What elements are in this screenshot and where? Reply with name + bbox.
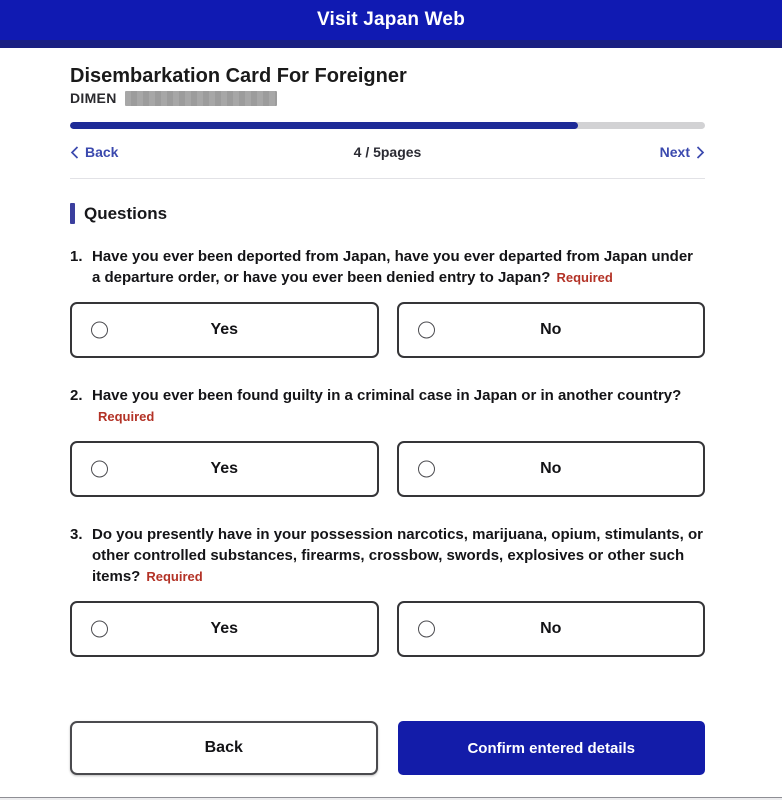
question-2-text — [70, 385, 705, 427]
yes-option-label: Yes — [210, 321, 239, 338]
question-2-no-option[interactable] — [397, 441, 706, 497]
no-option-label: No — [540, 620, 562, 637]
header-accent-strip — [0, 40, 782, 48]
radio-unselected-icon[interactable] — [91, 621, 108, 638]
chevron-left-icon — [70, 146, 79, 159]
pager-nav — [70, 142, 705, 162]
question-1-yes-option[interactable] — [70, 302, 379, 358]
question-3-number: 3. — [70, 526, 83, 543]
radio-unselected-icon[interactable] — [418, 461, 435, 478]
applicant-row — [70, 90, 705, 106]
page-title: Disembarkation Card For Foreigner — [70, 65, 407, 87]
question-3-options — [70, 601, 705, 657]
radio-unselected-icon[interactable] — [91, 322, 108, 339]
app-title: Visit Japan Web — [316, 9, 465, 30]
app-header — [0, 0, 782, 40]
footer-actions — [70, 721, 705, 775]
question-2-body: Have you ever been found guilty in a criminal case in Japan or in another country? — [92, 387, 682, 404]
questions-section — [0, 179, 782, 775]
section-title: Questions — [84, 203, 168, 223]
page-count: 4 / 5pages — [353, 144, 422, 160]
question-3-yes-option[interactable] — [70, 601, 379, 657]
back-button[interactable]: Back — [70, 721, 378, 775]
progress-bar — [70, 122, 705, 129]
radio-unselected-icon[interactable] — [418, 322, 435, 339]
no-option-label: No — [540, 321, 562, 338]
next-link-label: Next — [659, 144, 690, 160]
question-2-options — [70, 441, 705, 497]
question-3-body: Do you presently have in your possession narcotics, marijuana, opium, stimulants, or other controlled substances, firearms, crossbow, swords, explosives or other such items? — [92, 526, 703, 585]
no-option-label: No — [540, 460, 562, 477]
question-2 — [70, 385, 705, 497]
question-3 — [70, 524, 705, 657]
yes-option-label: Yes — [210, 620, 239, 637]
question-1-body: Have you ever been deported from Japan, have you ever departed from Japan under a departure order, or have you ever been denied entry to Japan? — [92, 248, 694, 286]
chevron-right-icon — [696, 146, 705, 159]
section-head — [70, 203, 705, 224]
back-link[interactable] — [70, 144, 118, 160]
question-3-required-badge: Required — [146, 569, 203, 584]
question-3-no-option[interactable] — [397, 601, 706, 657]
radio-unselected-icon[interactable] — [418, 621, 435, 638]
question-3-text — [70, 524, 705, 587]
applicant-name: DIMEN — [70, 90, 117, 106]
page-head — [0, 48, 782, 179]
question-1-text — [70, 246, 705, 288]
question-1-options — [70, 302, 705, 358]
section-accent-bar — [70, 203, 75, 224]
question-1-no-option[interactable] — [397, 302, 706, 358]
progress-fill — [70, 122, 578, 129]
question-2-number: 2. — [70, 387, 83, 404]
question-1 — [70, 246, 705, 358]
question-2-yes-option[interactable] — [70, 441, 379, 497]
question-1-required-badge: Required — [556, 270, 613, 285]
radio-unselected-icon[interactable] — [91, 461, 108, 478]
next-link[interactable] — [660, 144, 705, 160]
yes-option-label: Yes — [210, 460, 239, 477]
back-link-label: Back — [85, 144, 119, 160]
confirm-entered-details-button[interactable]: Confirm entered details — [398, 721, 706, 775]
question-1-number: 1. — [70, 248, 83, 265]
redacted-name-block — [125, 91, 277, 106]
question-2-required-badge: Required — [98, 409, 155, 424]
